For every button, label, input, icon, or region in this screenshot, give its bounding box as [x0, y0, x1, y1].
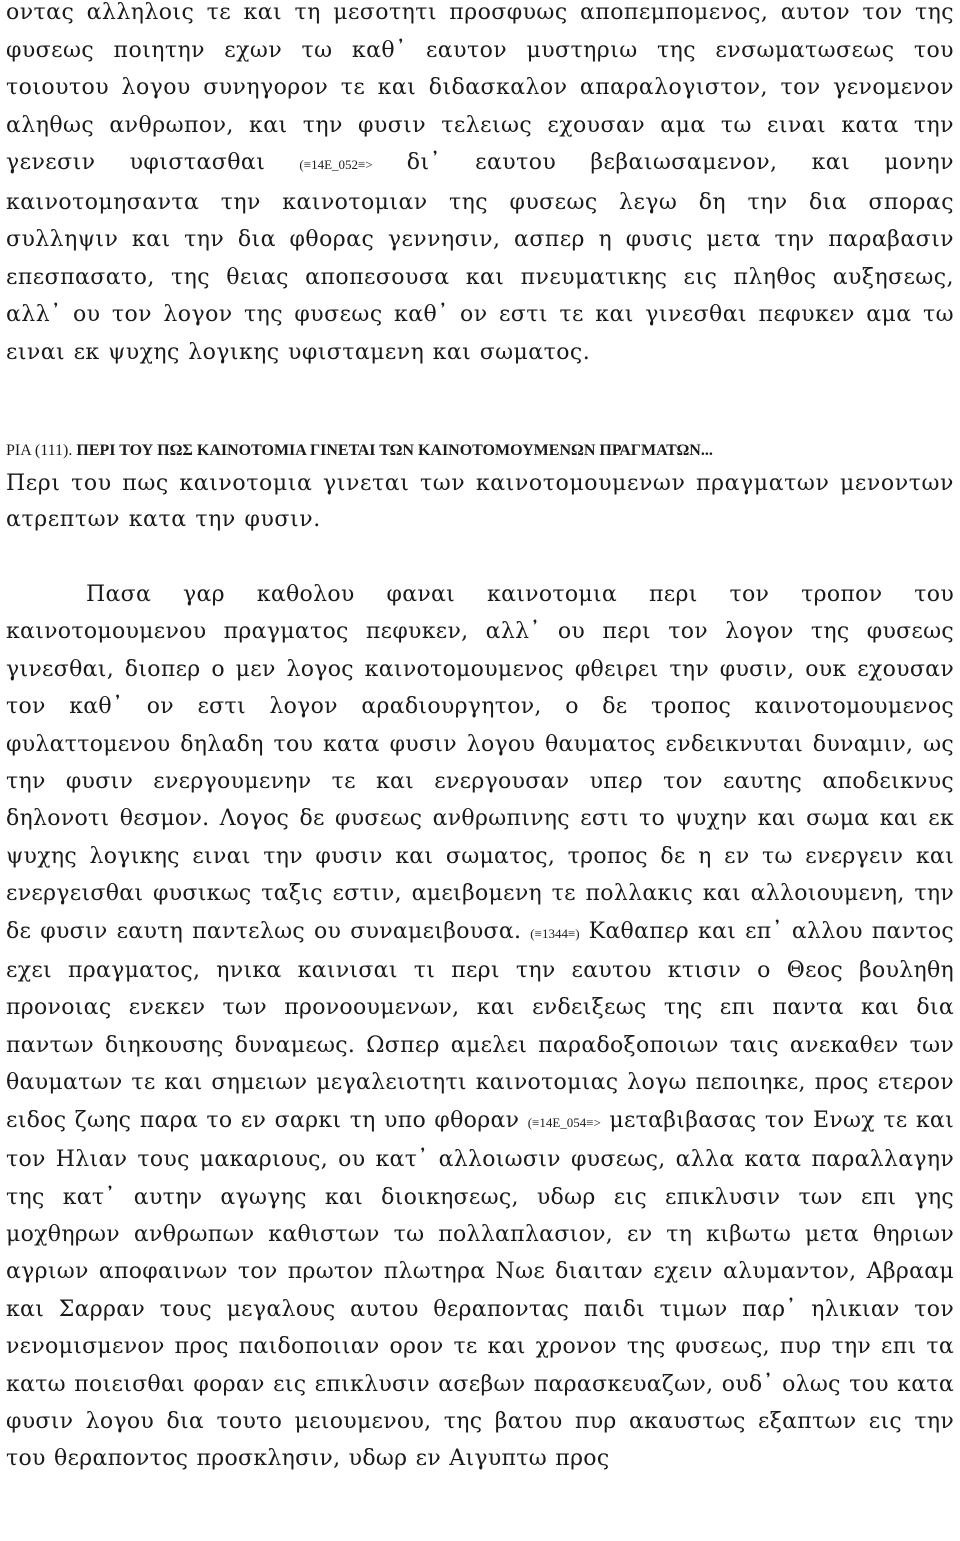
page-marker: (≡14E_054≡>: [527, 1114, 601, 1130]
page-marker: (≡1344≡): [530, 925, 580, 941]
paragraph-text: οντας αλληλοις τε και τη μεσοτητι προσφυως αποπεμπομενος, αυτον τον της φυσεως ποιητην εχων τω καθ᾽ εαυτον μυστηριω της ενσωματωσεως του τοιουτου λογου συνηγορον τε και διδασκαλον απαραλογιστον, τον γενομενον αληθως ανθρωπον, και την φυσιν τελειως εχουσαν αμα τω ειναι κατα την γενεσιν υφιστασθαι: [6, 0, 954, 175]
paragraph-text: Καθαπερ και επ᾽ αλλου παντος εχει πραγματος, ηνικα καινισαι τι περι την εαυτου κτισιν ο Θεος βουληθη προνοιας ενεκεν των προνοουμενων, και ενδειξεως της επι παντα και δια παντων διηκουσης δυναμεως. Ωσπερ αμελει παραδοξοποιων ταις ανεκαθεν των θαυματων τε και σημειων μεγαλειοτητι καινοτομιας λογω πεποιηκε, προς ετερον ειδος ζωης παρα το εν σαρκι τη υπο φθοραν: [6, 918, 955, 1133]
section-title: ΠΕΡΙ ΤΟΥ ΠΩΣ ΚΑΙΝΟΤΟΜΙΑ ΓΙΝΕΤΑΙ ΤΩΝ ΚΑΙΝΟΤΟΜΟΥΜΕΝΩΝ ΠΡΑΓΜΑΤΩΝ...: [72, 442, 713, 459]
paragraph-text: μεταβιβασας τον Ενωχ τε και τον Ηλιαν τους μακαριους, ου κατ᾽ αλλοιωσιν φυσεως, αλλα κατα παραλλαγην της κατ᾽ αυτην αγωγης και διοικησεως, υδωρ εις επικλυσιν των επι γης μοχθηρων ανθρωπων καθιστων τω πολλαπλασιον, εν τη κιβωτω μετα θηριων αγριων αποφαινων τον πρωτον πλωτηρα Νωε διαιταν εχειν αλυμαντον, Αβρααμ και Σαρραν τους μεγαλους αυτου θεραποντας παιδι τιμων παρ᾽ ηλικιαν τον νενομισμενον προς παιδοποιιαν ορον τε και χρονον της φυσεως, πυρ την επι τα κατω ποιεισθαι φοραν εις επικλυσιν ασεβων παρασκευαζων, ουδ᾽ ολως του κατα φυσιν λογου δια τουτο μειουμενου, της βατου πυρ ακαυστως εξαπτων εις την του θεραποντος προσκλησιν, υδωρ εν Αιγυπτω προς: [6, 1107, 954, 1472]
section-heading: [6, 441, 954, 461]
section-number: ΡΙΑ (111).: [6, 442, 73, 459]
paragraph-text: Πασα γαρ καθολου φαναι καινοτομια περι τον τροπον του καινοτομουμενου πραγματος πεφυκεν, αλλ᾽ ου περι τον λογον της φυσεως γινεσθαι, διοπερ ο μεν λογος καινοτομουμενος φθειρει την φυσιν, ουκ εχουσαν τον καθ᾽ ον εστι λογον αραδιουργητον, ο δε τροπος καινοτομουμενος φυλαττομενου δηλαδη του κατα φυσιν λογου θαυματος ενδεικνυται δυναμιν, ως την φυσιν ενεργουμενην τε και ενεργουσαν υπερ τον εαυτης αποδεικνυς δηλονοτι θεσμον. Λογος δε φυσεως ανθρωπινης εστι το ψυχην και σωμα και εκ ψυχης λογικης ειναι την φυσιν και σωματος, τροπος δε η εν τω ενεργειν και ενεργεισθαι φυσικως ταξις εστιν, αμειβομενη τε πολλακις και αλλοιουμενη, την δε φυσιν εαυτη παντελως ου συναμειβουσα.: [6, 582, 954, 944]
paragraph-text: δι᾽ εαυτου βεβαιωσαμενον, και μονην καινοτομησαντα την καινοτομιαν της φυσεως λεγω δη την δια σπορας συλληψιν και την δια φθορας γεννησιν, ασπερ η φυσις μετα την παραβασιν επεσπασατο, της θειας αποπεσουσα και πνευματικης εις πληθος αυξησεως, αλλ᾽ ου τον λογον της φυσεως καθ᾽ ον εστι τε και γινεσθαι πεφυκεν αμα τω ειναι εκ ψυχης λογικης υφισταμενη και σωματος.: [6, 150, 954, 365]
page-marker: (≡14E_052≡>: [299, 157, 373, 172]
paragraph-body: [6, 576, 954, 1478]
section-summary: [6, 466, 954, 538]
paragraph-opening: [6, 0, 954, 371]
summary-text: Περι του πως καινοτομια γινεται των καινοτομουμενων πραγματων μενοντων ατρεπτων κατα την φυσιν.: [6, 471, 954, 532]
